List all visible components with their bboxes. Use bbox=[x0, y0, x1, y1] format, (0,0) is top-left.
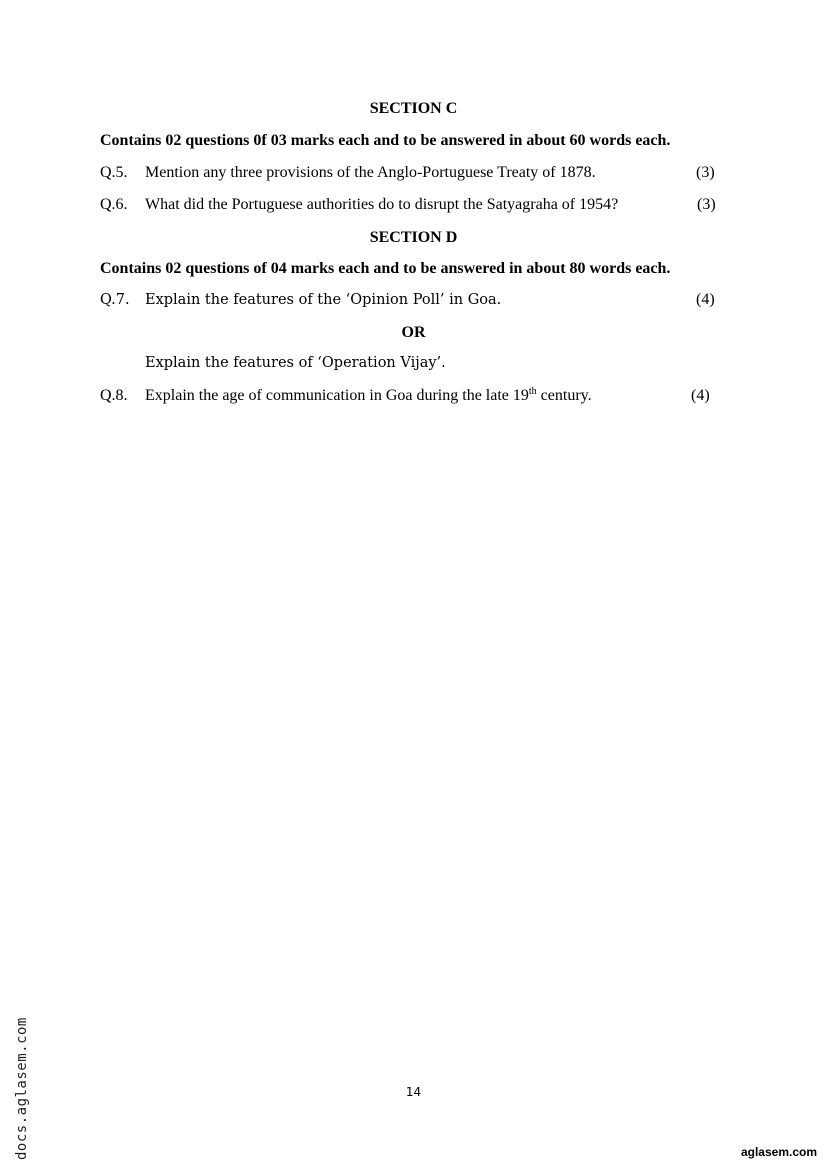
ordinal-superscript: th bbox=[528, 386, 537, 397]
question-text: Mention any three provisions of the Anglo-Portuguese Treaty of 1878. bbox=[145, 164, 596, 181]
question-marks: (3) bbox=[697, 196, 716, 213]
question-text: Explain the features of the ‘Opinion Poll’ in Goa. bbox=[145, 292, 502, 308]
question-marks: (3) bbox=[696, 164, 715, 181]
or-separator: OR bbox=[401, 324, 426, 341]
section-d-instruction: Contains 02 questions of 04 marks each and to be answered in about 80 words each. bbox=[100, 260, 671, 277]
question-number: Q.8. bbox=[100, 387, 128, 404]
question-number: Q.6. bbox=[100, 196, 128, 213]
section-d-heading: SECTION D bbox=[369, 229, 458, 246]
question-marks: (4) bbox=[696, 291, 715, 308]
side-watermark: docs.aglasem.com bbox=[14, 1017, 30, 1160]
question-text: What did the Portuguese authorities do to disrupt the Satyagraha of 1954? bbox=[145, 196, 619, 213]
question-text-main: Explain the age of communication in Goa during the late 19 bbox=[145, 387, 529, 404]
brand-footer: aglasem.com bbox=[740, 1145, 817, 1159]
question-text: Explain the features of ‘Operation Vijay’. bbox=[145, 355, 446, 371]
section-c-heading: SECTION C bbox=[369, 100, 458, 117]
question-number: Q.5. bbox=[100, 164, 128, 181]
page-number: 14 bbox=[405, 1085, 422, 1099]
question-number: Q.7. bbox=[100, 292, 130, 308]
section-c-instruction: Contains 02 questions 0f 03 marks each and to be answered in about 60 words each. bbox=[100, 132, 671, 149]
question-text bbox=[145, 387, 592, 405]
question-text-tail: century. bbox=[536, 387, 592, 404]
question-marks: (4) bbox=[691, 387, 710, 404]
